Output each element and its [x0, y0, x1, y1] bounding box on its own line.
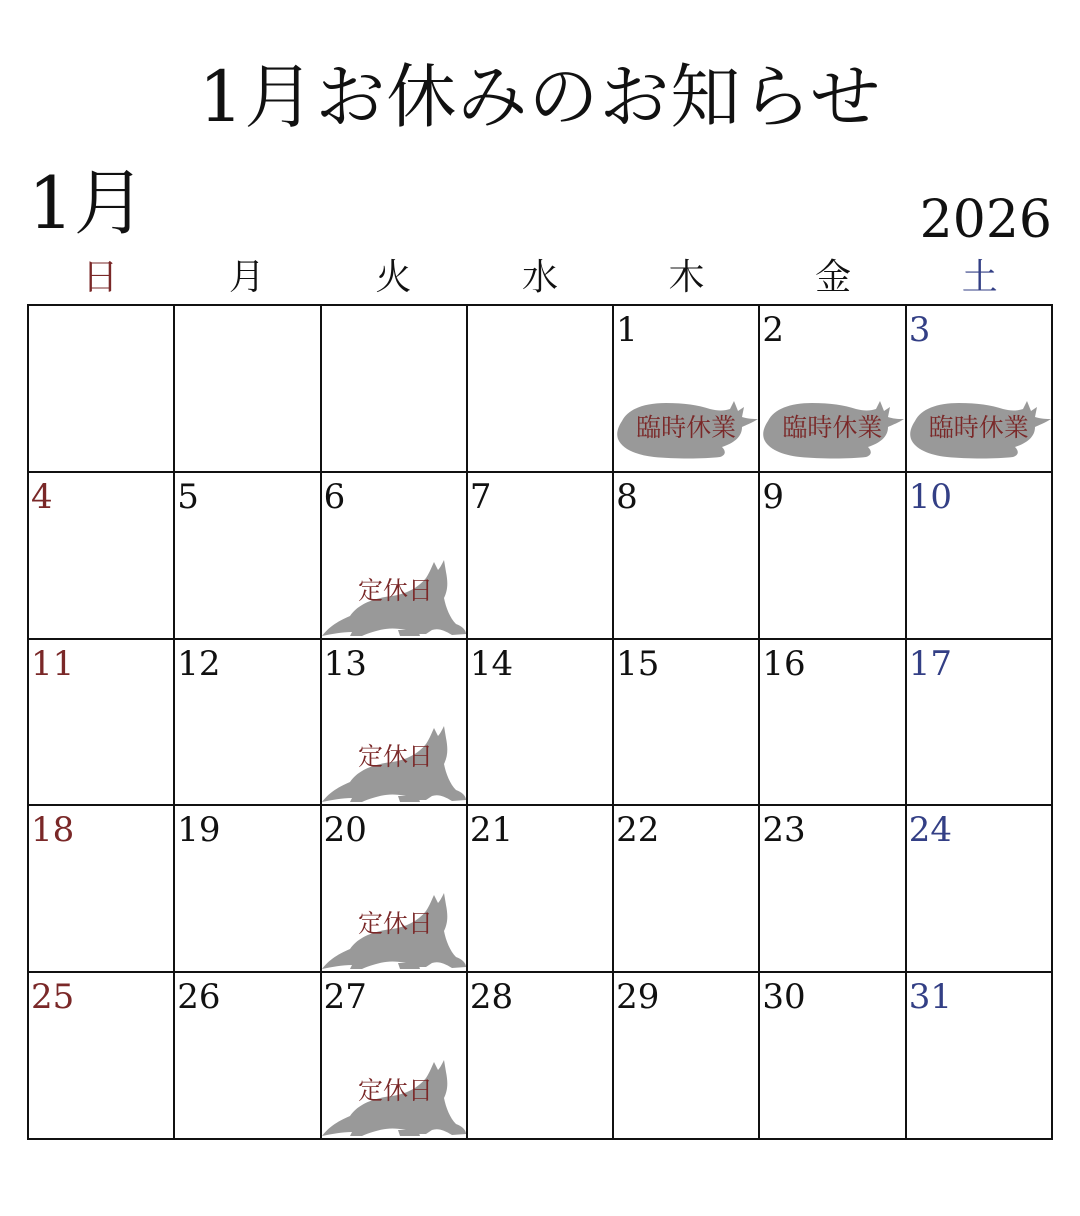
day-number: 6: [323, 476, 346, 517]
day-number: 22: [616, 810, 660, 851]
holiday-badge: [614, 391, 758, 471]
day-cell: [760, 973, 906, 1140]
day-number: 10: [908, 476, 952, 517]
holiday-label: 臨時休業: [928, 412, 1029, 442]
holiday-label: 定休日: [358, 1076, 434, 1105]
weekday-label: 火: [375, 257, 412, 298]
day-cell: [760, 640, 906, 807]
day-number: 17: [908, 643, 952, 684]
day-cell: [907, 306, 1053, 473]
weekday-label: 木: [668, 257, 705, 298]
day-cell: [175, 973, 321, 1140]
day-number: 23: [762, 810, 806, 851]
day-number: 3: [908, 310, 931, 350]
day-number: 28: [469, 977, 514, 1018]
day-number: 18: [31, 810, 75, 851]
day-number: 9: [762, 476, 785, 517]
day-cell: [175, 640, 321, 807]
day-cell: [760, 806, 906, 973]
day-number: 12: [177, 643, 221, 684]
holiday-label: 定休日: [358, 575, 434, 605]
day-cell: [468, 973, 614, 1140]
day-number: 13: [323, 643, 367, 684]
weekday-label: 水: [521, 257, 558, 298]
day-number: 16: [762, 643, 806, 684]
day-cell: [468, 806, 614, 973]
day-cell: [907, 973, 1053, 1140]
day-cell: [175, 806, 321, 973]
holiday-label: 臨時休業: [782, 412, 883, 442]
day-cell: [614, 473, 760, 640]
day-number: 7: [469, 476, 492, 517]
day-cell: [614, 973, 760, 1140]
holiday-label: 臨時休業: [636, 412, 737, 442]
day-cell: [614, 640, 760, 807]
weekday-label: 土: [961, 257, 998, 298]
day-cell: [468, 640, 614, 807]
day-number: 26: [177, 977, 221, 1018]
day-cell: [175, 306, 321, 473]
day-number: 24: [908, 810, 952, 851]
holiday-badge: [322, 1058, 466, 1138]
day-cell: [614, 306, 760, 473]
day-number: 20: [323, 810, 367, 851]
day-cell: [29, 973, 175, 1140]
day-number: 19: [177, 810, 221, 851]
day-number: 15: [616, 643, 660, 684]
day-cell: [468, 473, 614, 640]
day-number: 29: [616, 977, 660, 1018]
weekday-label: 月: [228, 257, 265, 298]
day-number: 5: [177, 476, 199, 517]
year-label: 2026: [919, 190, 1052, 250]
holiday-badge: [322, 724, 466, 804]
day-cell: [29, 306, 175, 473]
holiday-badge: [322, 558, 466, 638]
day-cell: [322, 306, 468, 473]
holiday-badge: [760, 391, 904, 471]
day-number: 21: [469, 810, 514, 851]
day-cell: [760, 473, 906, 640]
holiday-label: 定休日: [358, 909, 434, 939]
day-cell: [322, 973, 468, 1140]
day-cell: [29, 640, 175, 807]
holiday-badge: [322, 891, 466, 971]
holiday-badge: [907, 391, 1051, 471]
day-number: 27: [323, 977, 367, 1018]
day-cell: [29, 473, 175, 640]
day-cell: [907, 806, 1053, 973]
day-number: 11: [31, 643, 75, 684]
day-number: 8: [616, 476, 638, 517]
month-label: 1月: [28, 161, 146, 245]
day-cell: [907, 640, 1053, 807]
day-cell: [322, 473, 468, 640]
calendar-grid: [27, 304, 1053, 1140]
weekday-header-row: [27, 255, 1053, 301]
day-number: 30: [762, 977, 806, 1018]
day-cell: [175, 473, 321, 640]
day-number: 31: [908, 977, 952, 1018]
day-cell: [468, 306, 614, 473]
holiday-label: 定休日: [358, 742, 434, 772]
page-title: 1月お休みのお知らせ: [198, 56, 882, 138]
day-cell: [322, 640, 468, 807]
day-number: 2: [762, 310, 785, 350]
weekday-label: 金: [815, 257, 852, 298]
weekday-label: 日: [82, 257, 119, 298]
day-cell: [29, 806, 175, 973]
day-number: 25: [31, 977, 75, 1018]
day-number: 1: [616, 310, 638, 350]
day-cell: [907, 473, 1053, 640]
day-cell: [614, 806, 760, 973]
day-number: 14: [469, 643, 514, 684]
day-cell: [322, 806, 468, 973]
day-cell: [760, 306, 906, 473]
day-number: 4: [31, 476, 53, 517]
